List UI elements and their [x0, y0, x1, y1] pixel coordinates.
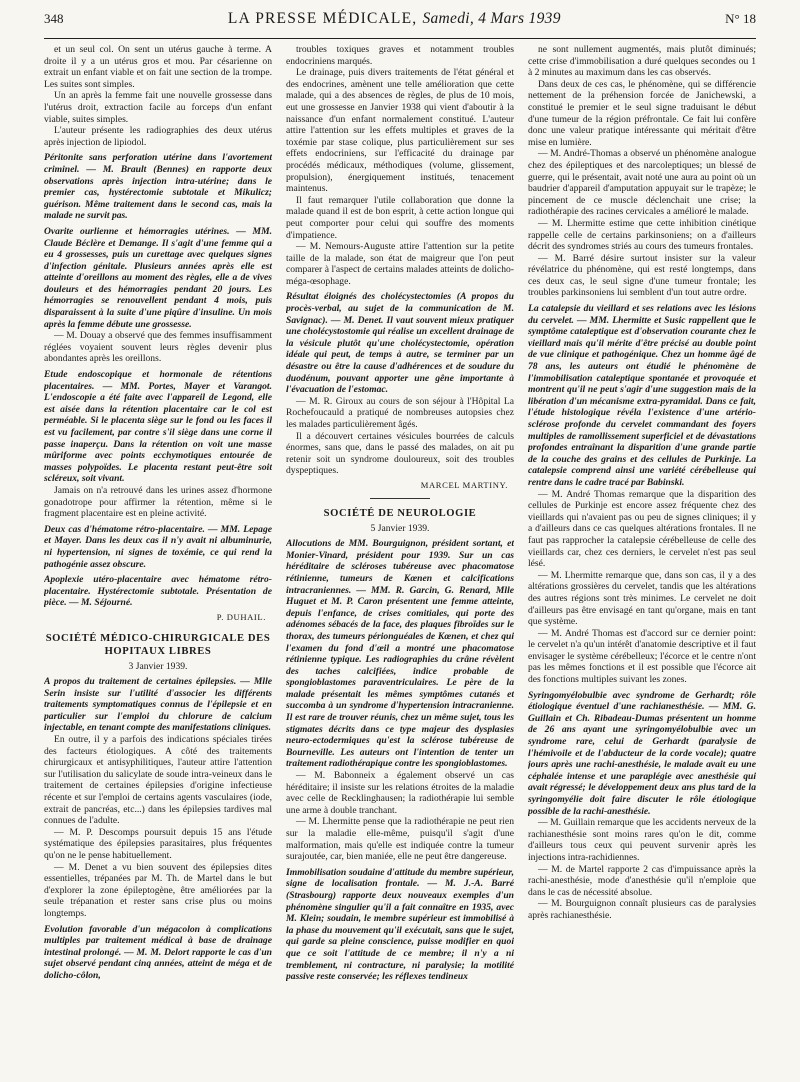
section-heading-paragraph: Apoplexie utéro-placentaire avec hématome rétro-placentaire. Hystérectomie subtotale. Présentation de pièce. — M. Séjourné. [44, 574, 272, 609]
section-heading-paragraph: La catalepsie du vieillard et ses relations avec les lésions du cervelet. — MM. Lhermitte et Susic rappellent que le symptôme cataleptique est d'observation courante chez le vieillard mais qu'il mérite d'être précisé au double point de vue clinique et pathogénique. Chez un homme âgé de 78 ans, les auteurs ont étudié le phénomène de l'immobilisation cataleptique spontanée et provoquée et montrent qu'il ne peut s'agir d'une suggestion mais de la libération d'un mécanisme extra-pyramidal. Dans ce fait, l'étude histologique révéla l'existence d'une artério-sclérose profonde du cervelet commandant des foyers multiples de ramollissement superficiel et de dévastations profondes entraînant la disparition d'une grande partie de la couche des grains et des cellules de Purkinje. La catalepsie comprend ainsi une variété cérébelleuse qui rentre dans le cadre tracé par Babinski. [528, 303, 756, 488]
paragraph: L'auteur présente les radiographies des deux utérus après injection de lipiodol. [44, 125, 272, 148]
paragraph: En outre, il y a parfois des indications spéciales tirées des facteurs étiologiques. A côté des traitements chirurgicaux et antisyphilitiques, l'auteur attire l'attention sur l'utilisation du salicylate de soude intra-veineux dans le traitement de certaines épilepsies d'origine infectieuse récente et sur l'emploi de certains agents vasculaires (iode, extrait de pancréas, etc...) dans les épilepsies tardives mal connues de l'adulte. [44, 734, 272, 827]
article-columns [44, 44, 756, 1066]
author-signature: MARCEL MARTINY. [420, 479, 508, 490]
issue-number: N° 18 [725, 11, 756, 26]
paragraph: — M. Denet a vu bien souvent des épilepsies dites essentielles, trépanées par M. Th. de Martel dans le but d'explorer la zone épileptogène, être améliorées par la seule trépanation et rester sans crise plus ou moins longtemps. [44, 861, 272, 919]
paragraph: — M. P. Descomps poursuit depuis 15 ans l'étude systématique des épilepsies parasitaires, plus fréquentes qu'on ne le pense habituellement. [44, 826, 272, 861]
paragraph: — M. Douay a observé que des femmes insuffisamment réglées voyaient souvent leurs règles devenir plus abondantes après les oreillons. [44, 330, 272, 365]
paragraph: — M. Barré désire surtout insister sur la valeur révélatrice du phénomène, qui est resté longtemps, dans ces deux cas, le seul signe d'une tumeur frontale; les troubles parkinsoniens lui semblent d'un tout autre ordre. [528, 252, 756, 299]
society-heading: SOCIÉTÉ DE NEUROLOGIE [323, 507, 477, 519]
author-signature: P. DUHAIL. [216, 611, 266, 622]
society-heading: SOCIÉTÉ MÉDICO-CHIRURGICALE DES HOPITAUX LIBRES [45, 632, 271, 657]
section-heading-paragraph: Deux cas d'hématome rétro-placentaire. — MM. Lepage et Mayer. Dans les deux cas il n'y avait ni albuminurie, ni hypertension, ni signes de toxémie, ce qui rend la pathogénie assez obscure. [44, 523, 272, 570]
paragraph: Il faut remarquer l'utile collaboration que donne la malade quand il est de bon esprit, à cette action longue qui peut comporter pour celui qui souffre des moments d'impatience. [286, 194, 514, 241]
text-column-1 [44, 44, 272, 1066]
section-heading-paragraph: Immobilisation soudaine d'attitude du membre supérieur, signe de localisation frontale. — M. J.-A. Barré (Strasbourg) rapporte deux nouveaux exemples d'un phénomène singulier qu'il a fait connaître en 1935, avec M. Klein; soudain, le membre supérieur est immobilisé à la phase du mouvement qu'il exécutait, sans que le sujet, qui garde sa pleine conscience, puisse modifier en quoi que ce soit l'attitude de ce membre; il n'y a ni tremblement, ni contracture, ni paralysie; la motilité passive reste conservée; les réflexes tendineux [286, 866, 514, 983]
journal-title: LA PRESSE MÉDICALE, [227, 10, 418, 27]
paragraph: — M. Guillain remarque que les accidents nerveux de la rachianesthésie sont moins rares qu'on le dit, comme d'ailleurs tous ceux qui peuvent survenir après les injections intra-rachidiennes. [528, 817, 756, 863]
paragraph: — M. Lhermitte remarque que, dans son cas, il y a des altérations grossières du cervelet, tandis que les altérations des autres régions sont très minimes. Le cervelet ne doit d'ailleurs pas être envisagé en tant qu'organe, mais en tant que système. [528, 569, 756, 628]
paragraph: ne sont nullement augmentés, mais plutôt diminués; cette crise d'immobilisation a duré quelques secondes ou 1 à 2 minutes au maximum dans les cas observés. [528, 44, 756, 79]
issue-date: Samedi, 4 Mars 1939 [422, 10, 561, 27]
paragraph: Jamais on n'a retrouvé dans les urines assez d'hormone gonadotrope pour affirmer la rétention, même si le fragment placentaire est en pleine activité. [44, 484, 272, 520]
paragraph: Un an après la femme fait une nouvelle grossesse dans l'utérus droit, extraction facile au forceps d'un enfant viable, suites simples. [44, 90, 272, 125]
section-divider [370, 498, 430, 499]
text-column-2 [286, 44, 514, 1066]
paragraph: — M. Lhermitte estime que cette inhibition cinétique rappelle celle de certains parkinsoniens; on a d'ailleurs décrit des syndromes striés au cours des tumeurs frontales. [528, 217, 756, 253]
paragraph: — M. Bourguignon connaît plusieurs cas de paralysies après rachianesthésie. [528, 898, 756, 921]
paragraph: — M. André Thomas remarque que la disparition des cellules de Purkinje est encore assez fréquente chez des vieillards qui n'avaient pas ou peu de signes cliniques; il y a d'ailleurs dans ce cas quelques altérations frontales. Il ne faut pas rapprocher la catalepsie cérébelleuse de celle des vieillards car, chez ces derniers, le cervelet n'est pas seul lésé. [528, 488, 756, 570]
paragraph: Le drainage, puis divers traitements de l'état général et des endocrines, amènent une telle amélioration que cette malade, qui a des absences de règles, de plus de 10 mois, eut une grossesse en Janvier 1938 qui vient d'aboutir à la naissance d'un enfant normalement constitué. L'auteur attire l'attention sur les effets multiples et graves de la toxémie par stase colique, plus particulièrement sur ses effets endocriniens, sur l'efficacité du drainage par procédés médicaux, méthodiques (volume, glissement, propulsion), énergiquement institués, tenacement maintenus. [286, 67, 514, 195]
page-header [44, 10, 756, 39]
section-heading-paragraph: Résultat éloignés des cholécystectomies (A propos du procès-verbal, au sujet de la communication de M. Savignac). — M. Denet. Il vaut souvent mieux pratiquer une cholécystostomie qui réalise un excellent drainage de la vésicule plutôt qu'une cholécystectomie, opération idéale qui peut, de temps à autre, se terminer par un désastre ou être la cause d'adhérences et de soudure du duodénum, pouvant apporter une gêne importante à l'évacuation de l'estomac. [286, 291, 514, 396]
paragraph: troubles toxiques graves et notamment troubles endocriniens marqués. [286, 44, 514, 67]
paragraph: — M. André-Thomas a observé un phénomène analogue chez des épileptiques et des narcoleptiques; un blessé de guerre, qui le présentait, avait noté une aura au point où un baudrier d'appareil d'amputation appuyait sur le trapèze; le pincement de ce muscle déclenchait une crise; la radiothérapie des racines cervicales a amélioré le malade. [528, 148, 756, 218]
session-date: 3 Janvier 1939. [128, 660, 188, 672]
section-heading-paragraph: Evolution favorable d'un mégacolon à complications multiples par traitement médical à base de drainage intestinal prolongé. — M. M. Delort rapporte le cas d'un sujet observé pendant cinq années, atteint de méga et de dolicho-côlon, [44, 923, 272, 981]
paragraph: — M. de Martel rapporte 2 cas d'impuissance après la rachi-anesthésie, mode d'anesthésie qu'il n'emploie que dans le cas de nécessité absolue. [528, 863, 756, 898]
text-column-3 [528, 44, 756, 1066]
paragraph: — M. Babonneix a également observé un cas héréditaire; il insiste sur les relations étroites de la maladie avec celle de Recklinghausen; la radiothérapie lui semble une arme à double tranchant. [286, 770, 514, 816]
section-heading-paragraph: A propos du traitement de certaines épilepsies. — Mlle Serin insiste sur l'utilité d'associer les différents traitements symptomatiques connus de l'épilepsie et en particulier sur l'emploi du chlorure de calcium injectable, en tenant compte des manifestations cliniques. [44, 676, 272, 734]
section-heading-paragraph: Etude endoscopique et hormonale de rétentions placentaires. — MM. Portes, Mayer et Varangot. L'endoscopie a été faite avec l'appareil de Legond, elle est aisée dans la rétention placentaire car le col est perméable. Si le placenta siège sur le fond ou les faces il est vu facilement, par contre s'il siège dans une corne il passe inaperçu. Dans la rétention on voit une masse mûriforme avec points ecchymotiques entourée de masses polypoïdes. Le placenta restant peut-être soit scléreux, soit vivant. [44, 369, 272, 485]
section-heading-paragraph: Allocutions de MM. Bourguignon, président sortant, et Monier-Vinard, président pour 1939. Sur un cas héréditaire de scléroses tubéreuse avec phacomatose rétinienne, tumeurs de Kœnen et calcifications intracraniennes. — MM. R. Garcin, G. Renard, Mlle Huguet et M. P. Caron présentent une femme atteinte, depuis l'enfance, de crises comitiales, qui porte des adénomes sébacés de la face, des plaques fibroïdes sur le thorax, des tumeurs périonguéales de Kœnen, et chez qui l'examen du fond d'œil a montré une phacomatose rétinienne typique. Les radiographies du crâne révèlent des taches calcifiées, indice probable de spongioblastomes paraventriculaires. Le père de la malade présentait les mêmes symptômes cutanés et succomba à un syndrome d'hypertension intracranienne. Il est rare de trouver réunis, chez un même sujet, tous les stigmates décrits dans ce type majeur des dysplasies neuro-ectodermiques qu'est la sclérose tubéreuse de Bourneville. Les auteurs ont l'intention de tenter un traitement radiothérapique contre les spongioblastomes. [286, 538, 514, 770]
section-heading-paragraph: Ovarite ourlienne et hémorragies utérines. — MM. Claude Béclère et Demange. Il s'agit d'une femme qui a eu 4 grossesses, puis un curettage avec quelques signes d'infection génitale. Plusieurs années après elle est atteinte d'oreillons au moment des règles, elle a de vives douleurs et des hémorragies pendant 20 jours. Les hémorragies se renouvellent pendant 4 mois, puis disparaissent à la suite d'une piqûre d'insuline. Un mois après la femme débute une grossesse. [44, 225, 272, 330]
paragraph: et un seul col. On sent un utérus gauche à terme. A droite il y a un utérus gros et mou. Par césarienne on extrait un enfant viable et on fait une section de la trompe. Les suites sont simples. [44, 44, 272, 90]
paragraph: — M. André Thomas est d'accord sur ce dernier point: le cervelet n'a qu'un intérêt d'anatomie descriptive et il faut envisager le système cérébelleux; l'écorce et le centre n'ont pas les mêmes fonctions et il est possible que l'écorce ait des fonctions multiples suivant les zones. [528, 627, 756, 686]
paragraph: — M. Lhermitte pense que la radiothérapie ne peut rien sur la maladie elle-même, puisqu'il s'agit d'une malformation, mais qu'elle est indiquée contre la tumeur surajoutée, car, bien maniée, elle ne peut être dangereuse. [286, 816, 514, 863]
section-heading-paragraph: Syringomyélobulbie avec syndrome de Gerhardt; rôle étiologique éventuel d'une rachianesthésie. — MM. G. Guillain et Ch. Ribadeau-Dumas présentent un homme de 26 ans ayant une syringomyélobulbie avec un syndrome rare, celui de Gerhardt (paralysie de l'hémivoile et de l'abducteur de la corde vocale); quatre jours après une rachi-anesthésie, le malade avait eu une céphalée intense et une paraplégie avec anesthésie qui avait régressé; le développement deux ans plus tard de la syringomyélie doit faire discuter le rôle étiologique possible de la rachi-anesthésie. [528, 689, 756, 817]
paragraph: Dans deux de ces cas, le phénomène, qui se différencie nettement de la préhension forcée de Janichewski, a constitué le premier et le seul signe traduisant le début d'une tumeur de la région préfrontale. Ce fait lui confère donc une valeur pratique intéressante qui méritait d'être mise en lumière. [528, 78, 756, 148]
paragraph: Il a découvert certaines vésicules bourrées de calculs énormes, sans que, dans le passé des malades, on ait pu retenir soit un syndrome douloureux, soit des troubles dyspeptiques. [286, 430, 514, 477]
journal-masthead [228, 10, 561, 28]
page-number: 348 [44, 11, 64, 26]
session-date: 5 Janvier 1939. [370, 522, 430, 534]
section-heading-paragraph: Péritonite sans perforation utérine dans l'avortement criminel. — M. Brault (Bennes) en rapporte deux observations après injection intra-utérine; dans le premier cas, hystérectomie subtotale et Mikulicz; guérison. Même traitement dans le second cas, mais la malade ne survit pas. [44, 152, 272, 222]
paragraph: — M. Nemours-Auguste attire l'attention sur la petite taille de la malade, son état de maigreur que l'on peut comparer à l'aspect de certains malades atteints de dolicho-méga-œsophage. [286, 241, 514, 287]
paragraph: — M. R. Giroux au cours de son séjour à l'Hôpital La Rochefoucauld a pratiqué de nombreuses autopsies chez les malades particulièrement âgés. [286, 395, 514, 430]
